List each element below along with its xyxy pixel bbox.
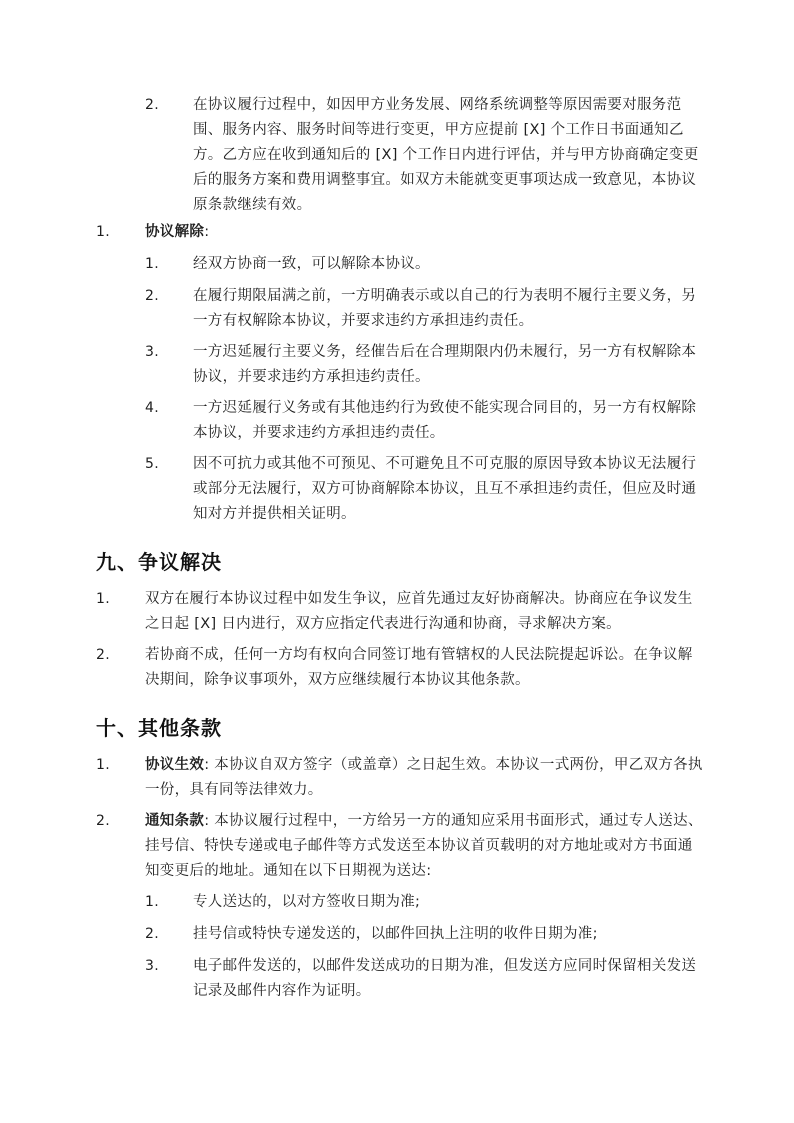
list-item-text: 在履行期限届满之前，一方明确表示或以自己的行为表明不履行主要义务，另一方有权解除本协议，并要求违约方承担违约责任。: [193, 288, 697, 329]
list-item-text: 一方迟延履行主要义务，经催告后在合理期限内仍未履行，另一方有权解除本协议，并要求违约方承担违约责任。: [193, 344, 697, 385]
list-number: 3.: [145, 344, 159, 360]
list-item-text: 电子邮件发送的，以邮件发送成功的日期为准，但发送方应同时保留相关发送记录及邮件内容作为证明。: [193, 958, 697, 999]
list-number: 4.: [145, 400, 159, 416]
list-item-text: 专人送达的，以对方签收日期为准;: [193, 894, 421, 910]
list-item-text: 一方迟延履行义务或有其他违约行为致使不能实现合同目的，另一方有权解除本协议，并要求违约方承担违约责任。: [193, 400, 697, 441]
list-number: 2.: [96, 647, 110, 663]
list-number: 1.: [145, 894, 159, 910]
list-number: 2.: [145, 97, 159, 113]
list-number: 1.: [145, 256, 159, 272]
list-number: 2.: [145, 926, 159, 942]
list-number: 1.: [96, 757, 110, 773]
list-number: 2.: [96, 813, 110, 829]
list-number: 1.: [96, 224, 110, 240]
notice-label: 通知条款: [145, 813, 205, 829]
section-heading-dispute: 九、争议解决: [96, 550, 222, 574]
termination-title: 协议解除: [145, 224, 205, 240]
list-number: 2.: [145, 288, 159, 304]
list-number: 3.: [145, 958, 159, 974]
list-item-text: 因不可抗力或其他不可预见、不可避免且不可克服的原因导致本协议无法履行或部分无法履行，双方可协商解除本协议，且互不承担违约责任，但应及时通知对方并提供相关证明。: [193, 456, 697, 522]
effective-label: 协议生效: [145, 757, 205, 773]
notice-clause-text: [145, 809, 705, 884]
list-item-text: 经双方协商一致，可以解除本协议。: [193, 256, 430, 272]
list-item-text: 双方在履行本协议过程中如发生争议，应首先通过友好协商解决。协商应在争议发生之日起 [X] 日内进行，双方应指定代表进行沟通和协商，寻求解决方案。: [145, 591, 693, 632]
change-clause-text: 在协议履行过程中，如因甲方业务发展、网络系统调整等原因需要对服务范围、服务内容、服务时间等进行变更，甲方应提前 [X] 个工作日书面通知乙方。乙方应在收到通知后的 [X] 个工作日内进行评估，并与甲方协商确定变更后的服务方案和费用调整事宜。如双方未能就变更事项达成一致意见，本协议原条款继续有效。: [193, 97, 699, 213]
notice-body: : 本协议履行过程中，一方给另一方的通知应采用书面形式，通过专人送达、挂号信、特快专递或电子邮件等方式发送至本协议首页载明的对方地址或对方书面通知变更后的地址。通知在以下日期视为送达:: [145, 813, 703, 879]
list-item-text: 若协商不成，任何一方均有权向合同签订地有管辖权的人民法院提起诉讼。在争议解决期间，除争议事项外，双方应继续履行本协议其他条款。: [145, 647, 693, 688]
effective-body: : 本协议自双方签字（或盖章）之日起生效。本协议一式两份，甲乙双方各执一份，具有同等法律效力。: [145, 757, 703, 798]
effective-clause-text: [145, 753, 705, 803]
list-number: 1.: [96, 591, 110, 607]
list-number: 5.: [145, 456, 159, 472]
termination-colon: :: [204, 224, 210, 240]
list-item-text: 挂号信或特快专递发送的，以邮件回执上注明的收件日期为准;: [193, 926, 598, 942]
section-heading-other-terms: 十、其他条款: [96, 716, 222, 740]
termination-label: [145, 220, 705, 245]
